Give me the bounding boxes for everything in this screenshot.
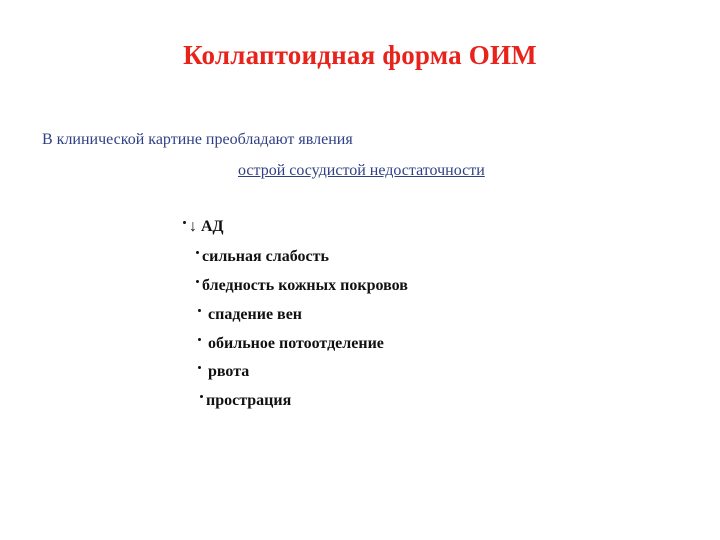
list-item bbox=[200, 392, 291, 410]
bullet-icon bbox=[196, 251, 199, 254]
bullet-icon bbox=[198, 366, 201, 369]
slide-title: Коллаптоидная форма ОИМ bbox=[183, 40, 537, 70]
list-item bbox=[196, 277, 408, 295]
list-item-text: прострация bbox=[206, 392, 292, 409]
list-item-text: бледность кожных покровов bbox=[202, 277, 408, 294]
bullet-icon bbox=[198, 338, 201, 341]
list-item bbox=[196, 248, 329, 266]
list-item bbox=[198, 335, 384, 353]
list-item-text: обильное потоотделение bbox=[208, 335, 384, 352]
bullet-icon bbox=[200, 395, 203, 398]
list-item bbox=[198, 306, 302, 324]
list-item bbox=[183, 218, 224, 236]
bullet-icon bbox=[183, 221, 186, 224]
intro-text-underlined: острой сосудистой недостаточности bbox=[238, 162, 485, 179]
bullet-icon bbox=[196, 280, 199, 283]
list-item-text: рвота bbox=[208, 363, 250, 380]
list-item-text: спадение вен bbox=[208, 306, 303, 323]
list-item-text: ↓ АД bbox=[189, 218, 224, 235]
bullet-icon bbox=[198, 309, 201, 312]
list-item bbox=[198, 363, 249, 381]
intro-text: В клинической картине преобладают явления bbox=[42, 131, 353, 148]
list-item-text: сильная слабость bbox=[202, 248, 329, 265]
